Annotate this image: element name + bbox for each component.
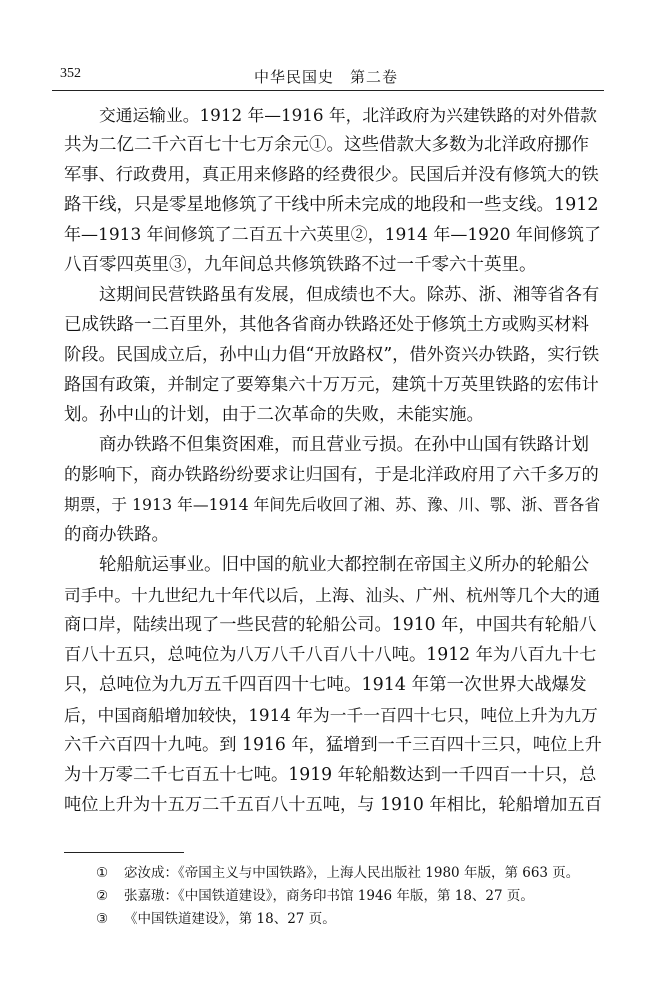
body-line: 为十万零二千七百五十七吨。1919 年轮船数达到一千四百一十只，总	[64, 765, 597, 785]
footnotes	[96, 862, 596, 931]
body-line: 共为二亿二千六百七十七万余元①。这些借款大多数为北洋政府挪作	[64, 135, 589, 155]
body-line: 交通运输业。1912 年—1916 年，北洋政府为兴建铁路的对外借款	[99, 105, 597, 125]
footnote-text: 宓汝成：《帝国主义与中国铁路》，上海人民出版社 1980 年版，第 663 页。	[124, 865, 580, 881]
body-line: 军事、行政费用，真正用来修路的经费很少。民国后并没有修筑大的铁	[64, 165, 599, 185]
footnote-text: 张嘉璈：《中国铁道建设》，商务印书馆 1946 年版，第 18、27 页。	[124, 888, 534, 904]
body-text	[64, 100, 602, 820]
header-rule	[52, 90, 604, 91]
footnote	[96, 885, 596, 908]
body-line: 路国有政策，并制定了要筹集六十万万元，建筑十万英里铁路的宏伟计	[64, 375, 599, 395]
body-line: 的影响下，商办铁路纷纷要求让归国有，于是北洋政府用了六千多万的	[64, 465, 599, 485]
body-line: 年—1913 年间修筑了二百五十六英里②，1914 年—1920 年间修筑了	[64, 225, 602, 245]
body-line: 这期间民营铁路虽有发展，但成绩也不大。除苏、浙、湘等省各有	[99, 285, 600, 305]
body-line: 划。孙中山的计划，由于二次革命的失败，未能实施。	[64, 405, 484, 425]
body-line: 阶段。民国成立后，孙中山力倡“开放路权”，借外资兴办铁路，实行铁	[64, 345, 600, 365]
body-line: 司手中。十九世纪九十年代以后，上海、汕头、广州、杭州等几个大的通	[64, 585, 601, 605]
page-number: 352	[60, 66, 81, 81]
body-line: 期票，于 1913 年—1914 年间先后收回了湘、苏、豫、川、鄂、浙、晋各省	[64, 495, 601, 514]
body-line: 商口岸，陆续出现了一些民营的轮船公司。1910 年，中国共有轮船八	[64, 615, 597, 635]
footnote	[96, 862, 596, 885]
body-line: 吨位上升为十五万二千五百八十五吨，与 1910 年相比，轮船增加五百	[64, 795, 602, 815]
footnote	[96, 908, 596, 931]
running-title: 中华民国史 第二卷	[253, 68, 398, 86]
body-line: 轮船航运事业。旧中国的航业大都控制在帝国主义所办的轮船公	[99, 555, 589, 575]
footnote-text: 《中国铁道建设》，第 18、27 页。	[124, 911, 336, 927]
body-line: 六千六百四十九吨。到 1916 年，猛增到一千三百四十三只，吨位上升	[64, 735, 602, 755]
body-line: 的商办铁路。	[64, 525, 169, 545]
body-line: 已成铁路一二百里外，其他各省商办铁路还处于修筑土方或购买材料	[64, 315, 589, 335]
footnote-mark: ②	[96, 888, 109, 904]
footnote-mark: ①	[96, 865, 109, 881]
body-line: 百八十五只，总吨位为八万八千八百八十八吨。1912 年为八百九十七	[64, 645, 597, 665]
body-line: 商办铁路不但集资困难，而且营业亏损。在孙中山国有铁路计划	[99, 435, 589, 455]
footnote-mark: ③	[96, 911, 109, 927]
body-line: 八百零四英里③，九年间总共修筑铁路不过一千零六十英里。	[64, 255, 537, 275]
footnote-rule	[64, 852, 184, 853]
body-line: 后，中国商船增加较快，1914 年为一千一百四十七只，吨位上升为九万	[64, 705, 598, 725]
body-line: 路干线，只是零星地修筑了干线中所未完成的地段和一些支线。1912	[64, 195, 599, 215]
body-line: 只，总吨位为九万五千四百四十七吨。1914 年第一次世界大战爆发	[64, 675, 587, 695]
